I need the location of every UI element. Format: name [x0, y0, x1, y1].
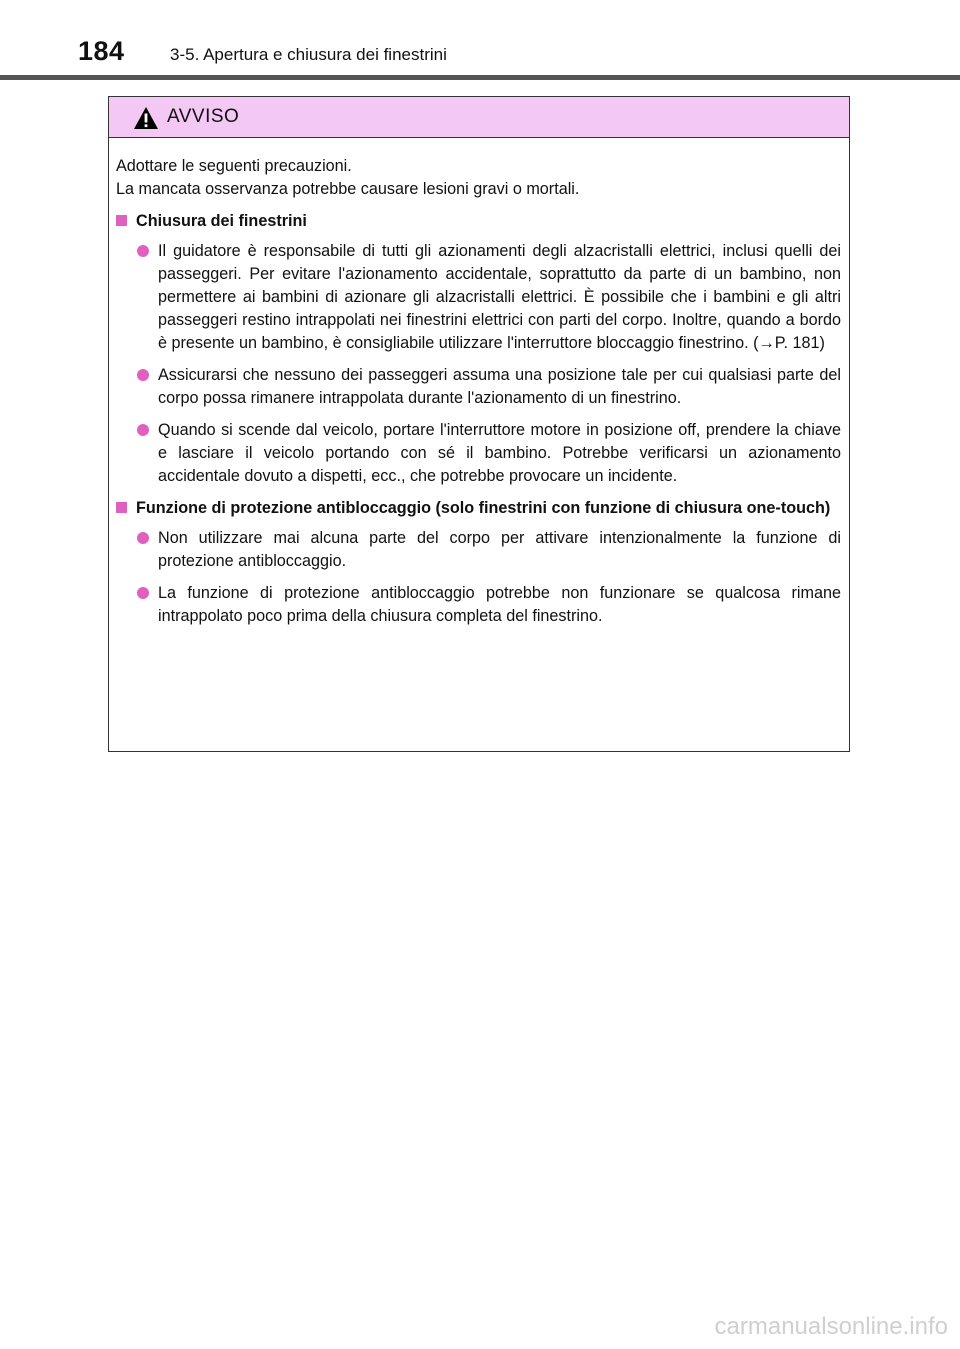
intro-line: La mancata osservanza potrebbe causare lesioni gravi o mortali.: [116, 180, 580, 198]
list-item: Il guidatore è responsabile di tutti gli azionamenti degli alzacristalli elettrici, inclusi quelli dei passeggeri. Per evitare l'azionamento accidentale, soprattutto da parte di un bambino, non permettere ai bambini di azionare gli alzacristalli elettrici. È possibile che i bambini e gli altri passeggeri restino intrappolati nei finestrini elettrici con parti del corpo. Inoltre, quando a bordo è presente un bambino, è consigliabile utilizzare l'interruttore bloccaggio finestrino. (→P. 181): [137, 240, 841, 355]
round-bullet-icon: [137, 245, 149, 257]
section-jam-protection: [116, 497, 841, 628]
warning-title: AVVISO: [167, 106, 240, 127]
section-title: 3-5. Apertura e chiusura dei finestrini: [170, 45, 447, 64]
section-heading: Funzione di protezione antibloccaggio (solo finestrini con funzione di chiusura one-touch): [116, 497, 841, 520]
round-bullet-icon: [137, 587, 149, 599]
list-item: Quando si scende dal veicolo, portare l'interruttore motore in posizione off, prendere la chiave e lasciare il veicolo portando con sé il bambino. Potrebbe verificarsi un azionamento accidentale dovuto a dispetti, ecc., che potrebbe provocare un incidente.: [137, 419, 841, 488]
square-bullet-icon: [116, 502, 127, 513]
intro-line: Adottare le seguenti precauzioni.: [116, 157, 352, 175]
section-heading: Chiusura dei finestrini: [116, 210, 841, 233]
round-bullet-icon: [137, 424, 149, 436]
list-item: La funzione di protezione antibloccaggio potrebbe non funzionare se qualcosa rimane intrappolato poco prima della chiusura completa del finestrino.: [137, 582, 841, 628]
page-number: 184: [78, 36, 125, 66]
list-item: Non utilizzare mai alcuna parte del corpo per attivare intenzionalmente la funzione di protezione antibloccaggio.: [137, 527, 841, 573]
warning-box: [108, 96, 850, 752]
list-item: Assicurarsi che nessuno dei passeggeri assuma una posizione tale per cui qualsiasi parte del corpo possa rimanere intrappolata durante l'azionamento di un finestrino.: [137, 364, 841, 410]
warning-triangle-icon: [133, 106, 159, 130]
square-bullet-icon: [116, 215, 127, 226]
round-bullet-icon: [137, 532, 149, 544]
section-window-closing: [116, 210, 841, 488]
warning-body: [109, 138, 849, 628]
page-header: [0, 0, 960, 80]
warning-intro: [116, 155, 841, 201]
header-rule: [0, 75, 960, 80]
warning-header: [109, 97, 849, 138]
watermark: carmanualsonline.info: [714, 1313, 948, 1340]
round-bullet-icon: [137, 369, 149, 381]
